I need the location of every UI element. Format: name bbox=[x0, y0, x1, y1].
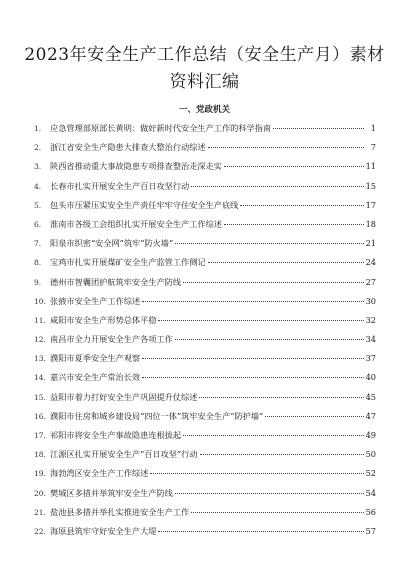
toc-entry-title: 濮阳市夏季安全生产观察 bbox=[50, 353, 141, 364]
toc-dot-leader bbox=[142, 301, 364, 302]
toc-entry-page: 37 bbox=[365, 353, 376, 364]
toc-dot-leader bbox=[183, 435, 364, 436]
toc-entry-title: 盐池县多措并举扎实推进安全生产工作 bbox=[50, 506, 190, 517]
toc-entry-title: 宝鸡市扎实开展煤矿安全生产监管工作侧记 bbox=[50, 257, 206, 268]
toc-entry-title: 濮阳市住房和城乡建设局“四位一体”筑牢安全生产“防护墙” bbox=[50, 410, 264, 421]
toc-entry[interactable] bbox=[34, 253, 376, 272]
toc-entry-title: 嘉兴市安全生产常治长效 bbox=[50, 372, 141, 383]
toc-entry-number: 20. bbox=[34, 488, 46, 498]
toc-dot-leader bbox=[240, 205, 363, 206]
toc-dot-leader bbox=[224, 224, 364, 225]
toc-entry[interactable] bbox=[34, 445, 376, 464]
toc-entry-number: 9. bbox=[34, 277, 42, 287]
toc-entry[interactable] bbox=[34, 388, 376, 407]
toc-entry-page: 56 bbox=[365, 506, 376, 517]
toc-entry[interactable] bbox=[34, 464, 376, 483]
toc-entry-number: 15. bbox=[34, 392, 46, 402]
toc-dot-leader bbox=[191, 186, 363, 187]
toc-entry-page: 1 bbox=[370, 123, 376, 133]
toc-dot-leader bbox=[142, 377, 364, 378]
toc-entry[interactable] bbox=[34, 196, 376, 215]
toc-entry-number: 14. bbox=[34, 373, 46, 383]
toc-entry-page: 47 bbox=[365, 410, 376, 421]
toc-entry-number: 8. bbox=[34, 258, 42, 268]
toc-entry[interactable] bbox=[34, 273, 376, 292]
toc-entry-page: 50 bbox=[365, 449, 376, 460]
toc-entry-page: 34 bbox=[365, 334, 376, 345]
toc-entry[interactable] bbox=[34, 138, 376, 157]
toc-entry-page: 49 bbox=[365, 430, 376, 440]
toc-dot-leader bbox=[150, 473, 363, 474]
toc-entry[interactable] bbox=[34, 426, 376, 445]
toc-entry-title: 张掖市安全生产工作综述 bbox=[50, 295, 141, 306]
toc-dot-leader bbox=[175, 243, 363, 244]
toc-entry-title: 长春市扎实开展安全生产百日攻坚行动 bbox=[50, 180, 190, 191]
toc-dot-leader bbox=[200, 454, 364, 455]
toc-entry-number: 21. bbox=[34, 507, 46, 517]
toc-entry[interactable] bbox=[34, 330, 376, 349]
toc-entry[interactable] bbox=[34, 503, 376, 522]
toc-entry-title: 祁阳市将安全生产事故隐患连根拔起 bbox=[50, 430, 182, 440]
toc-entry-page: 32 bbox=[365, 314, 376, 325]
toc-entry-page: 40 bbox=[365, 372, 376, 383]
toc-dot-leader bbox=[175, 493, 364, 494]
toc-entry-title: 阳泉市织密“安全网”筑牢“防火墙” bbox=[50, 238, 174, 249]
toc-entry[interactable] bbox=[34, 119, 376, 138]
toc-entry-page: 57 bbox=[365, 525, 376, 536]
toc-entry-title: 陕西省推动重大事故隐患专项排查整治走深走实 bbox=[50, 161, 222, 172]
toc-entry-page: 7 bbox=[370, 142, 376, 153]
toc-entry-page: 21 bbox=[365, 238, 376, 249]
toc-entry-number: 12. bbox=[34, 335, 46, 345]
toc-entry-number: 5. bbox=[34, 200, 42, 210]
toc-entry[interactable] bbox=[34, 522, 376, 541]
toc-entry-page: 15 bbox=[365, 180, 376, 191]
toc-entry-page: 17 bbox=[365, 199, 376, 210]
toc-entry-title: 咸阳市安全生产形势总体平稳 bbox=[50, 314, 157, 325]
toc-entry-title: 江源区扎实开展安全生产“百日攻坚”行动 bbox=[50, 449, 198, 460]
toc-entry-title: 包头市压紧压实安全生产责任牢牢守住安全生产底线 bbox=[50, 199, 239, 210]
toc-dot-leader bbox=[158, 531, 363, 532]
toc-entry-number: 3. bbox=[34, 162, 42, 172]
toc-entry-number: 10. bbox=[34, 296, 46, 306]
toc-entry-title: 樊城区多措并举筑牢安全生产防线 bbox=[50, 487, 173, 498]
toc-entry[interactable] bbox=[34, 215, 376, 234]
toc-entry[interactable] bbox=[34, 157, 376, 176]
document-title: 2023年安全生产工作总结（安全生产月）素材资料汇编 bbox=[24, 45, 385, 92]
toc-dot-leader bbox=[208, 147, 364, 148]
toc-entry-number: 17. bbox=[34, 431, 46, 440]
toc-entry[interactable] bbox=[34, 234, 376, 253]
toc-entry-page: 27 bbox=[365, 276, 376, 287]
toc-entry-page: 30 bbox=[365, 295, 376, 306]
toc-entry[interactable] bbox=[34, 311, 376, 330]
toc-dot-leader bbox=[158, 320, 363, 321]
toc-dot-leader bbox=[265, 416, 363, 417]
toc-entry-title: 浙江省安全生产隐患大排查大整治行动综述 bbox=[50, 142, 206, 153]
toc-entry-number: 4. bbox=[34, 181, 42, 191]
toc-entry-page: 54 bbox=[365, 487, 376, 498]
toc-entry-number: 22. bbox=[34, 526, 46, 536]
toc-entry-title: 德州市智囊团护航筑牢安全生产防线 bbox=[50, 276, 182, 287]
toc-entry-number: 7. bbox=[34, 239, 42, 249]
toc-entry-page: 18 bbox=[365, 218, 376, 229]
toc-entry-title: 海原县筑牢守好安全生产大堤 bbox=[50, 525, 157, 536]
toc-dot-leader bbox=[183, 282, 364, 283]
toc-dot-leader bbox=[224, 166, 364, 167]
toc-entry-number: 1. bbox=[34, 124, 42, 133]
toc-dot-leader bbox=[191, 512, 363, 513]
toc-entry-number: 19. bbox=[34, 469, 46, 479]
toc-entry-number: 16. bbox=[34, 411, 46, 421]
toc-entry-title: 南昌市全力开展安全生产各项工作 bbox=[50, 334, 173, 345]
toc-entry-page: 24 bbox=[365, 257, 376, 268]
toc-entry-title: 海勃湾区安全生产工作综述 bbox=[50, 468, 149, 479]
table-of-contents bbox=[34, 119, 376, 541]
toc-entry[interactable] bbox=[34, 177, 376, 196]
toc-entry-title: 益阳市着力打好安全生产巩固提升仗综述 bbox=[50, 391, 198, 402]
toc-entry[interactable] bbox=[34, 292, 376, 311]
toc-entry[interactable] bbox=[34, 484, 376, 503]
toc-entry-page: 45 bbox=[365, 391, 376, 402]
toc-entry-number: 18. bbox=[34, 450, 46, 460]
toc-entry-title: 淮南市各级工会组织扎实开展安全生产工作综述 bbox=[50, 218, 222, 229]
toc-entry-number: 11. bbox=[34, 315, 46, 325]
toc-entry[interactable] bbox=[34, 349, 376, 368]
toc-entry-page: 52 bbox=[365, 468, 376, 479]
toc-dot-leader bbox=[273, 128, 364, 129]
toc-dot-leader bbox=[175, 339, 364, 340]
toc-entry-number: 13. bbox=[34, 354, 46, 364]
toc-entry-title: 应急管理部原部长黄明：做好新时代安全生产工作的科学指南 bbox=[50, 123, 272, 133]
toc-dot-leader bbox=[199, 397, 363, 398]
toc-entry-number: 2. bbox=[34, 143, 42, 153]
toc-dot-leader bbox=[208, 262, 364, 263]
toc-entry-page: 11 bbox=[365, 161, 376, 172]
toc-entry[interactable] bbox=[34, 407, 376, 426]
toc-entry-number: 6. bbox=[34, 219, 42, 229]
toc-entry[interactable] bbox=[34, 368, 376, 387]
toc-dot-leader bbox=[142, 358, 364, 359]
section-heading: 一、党政机关 bbox=[178, 105, 230, 115]
